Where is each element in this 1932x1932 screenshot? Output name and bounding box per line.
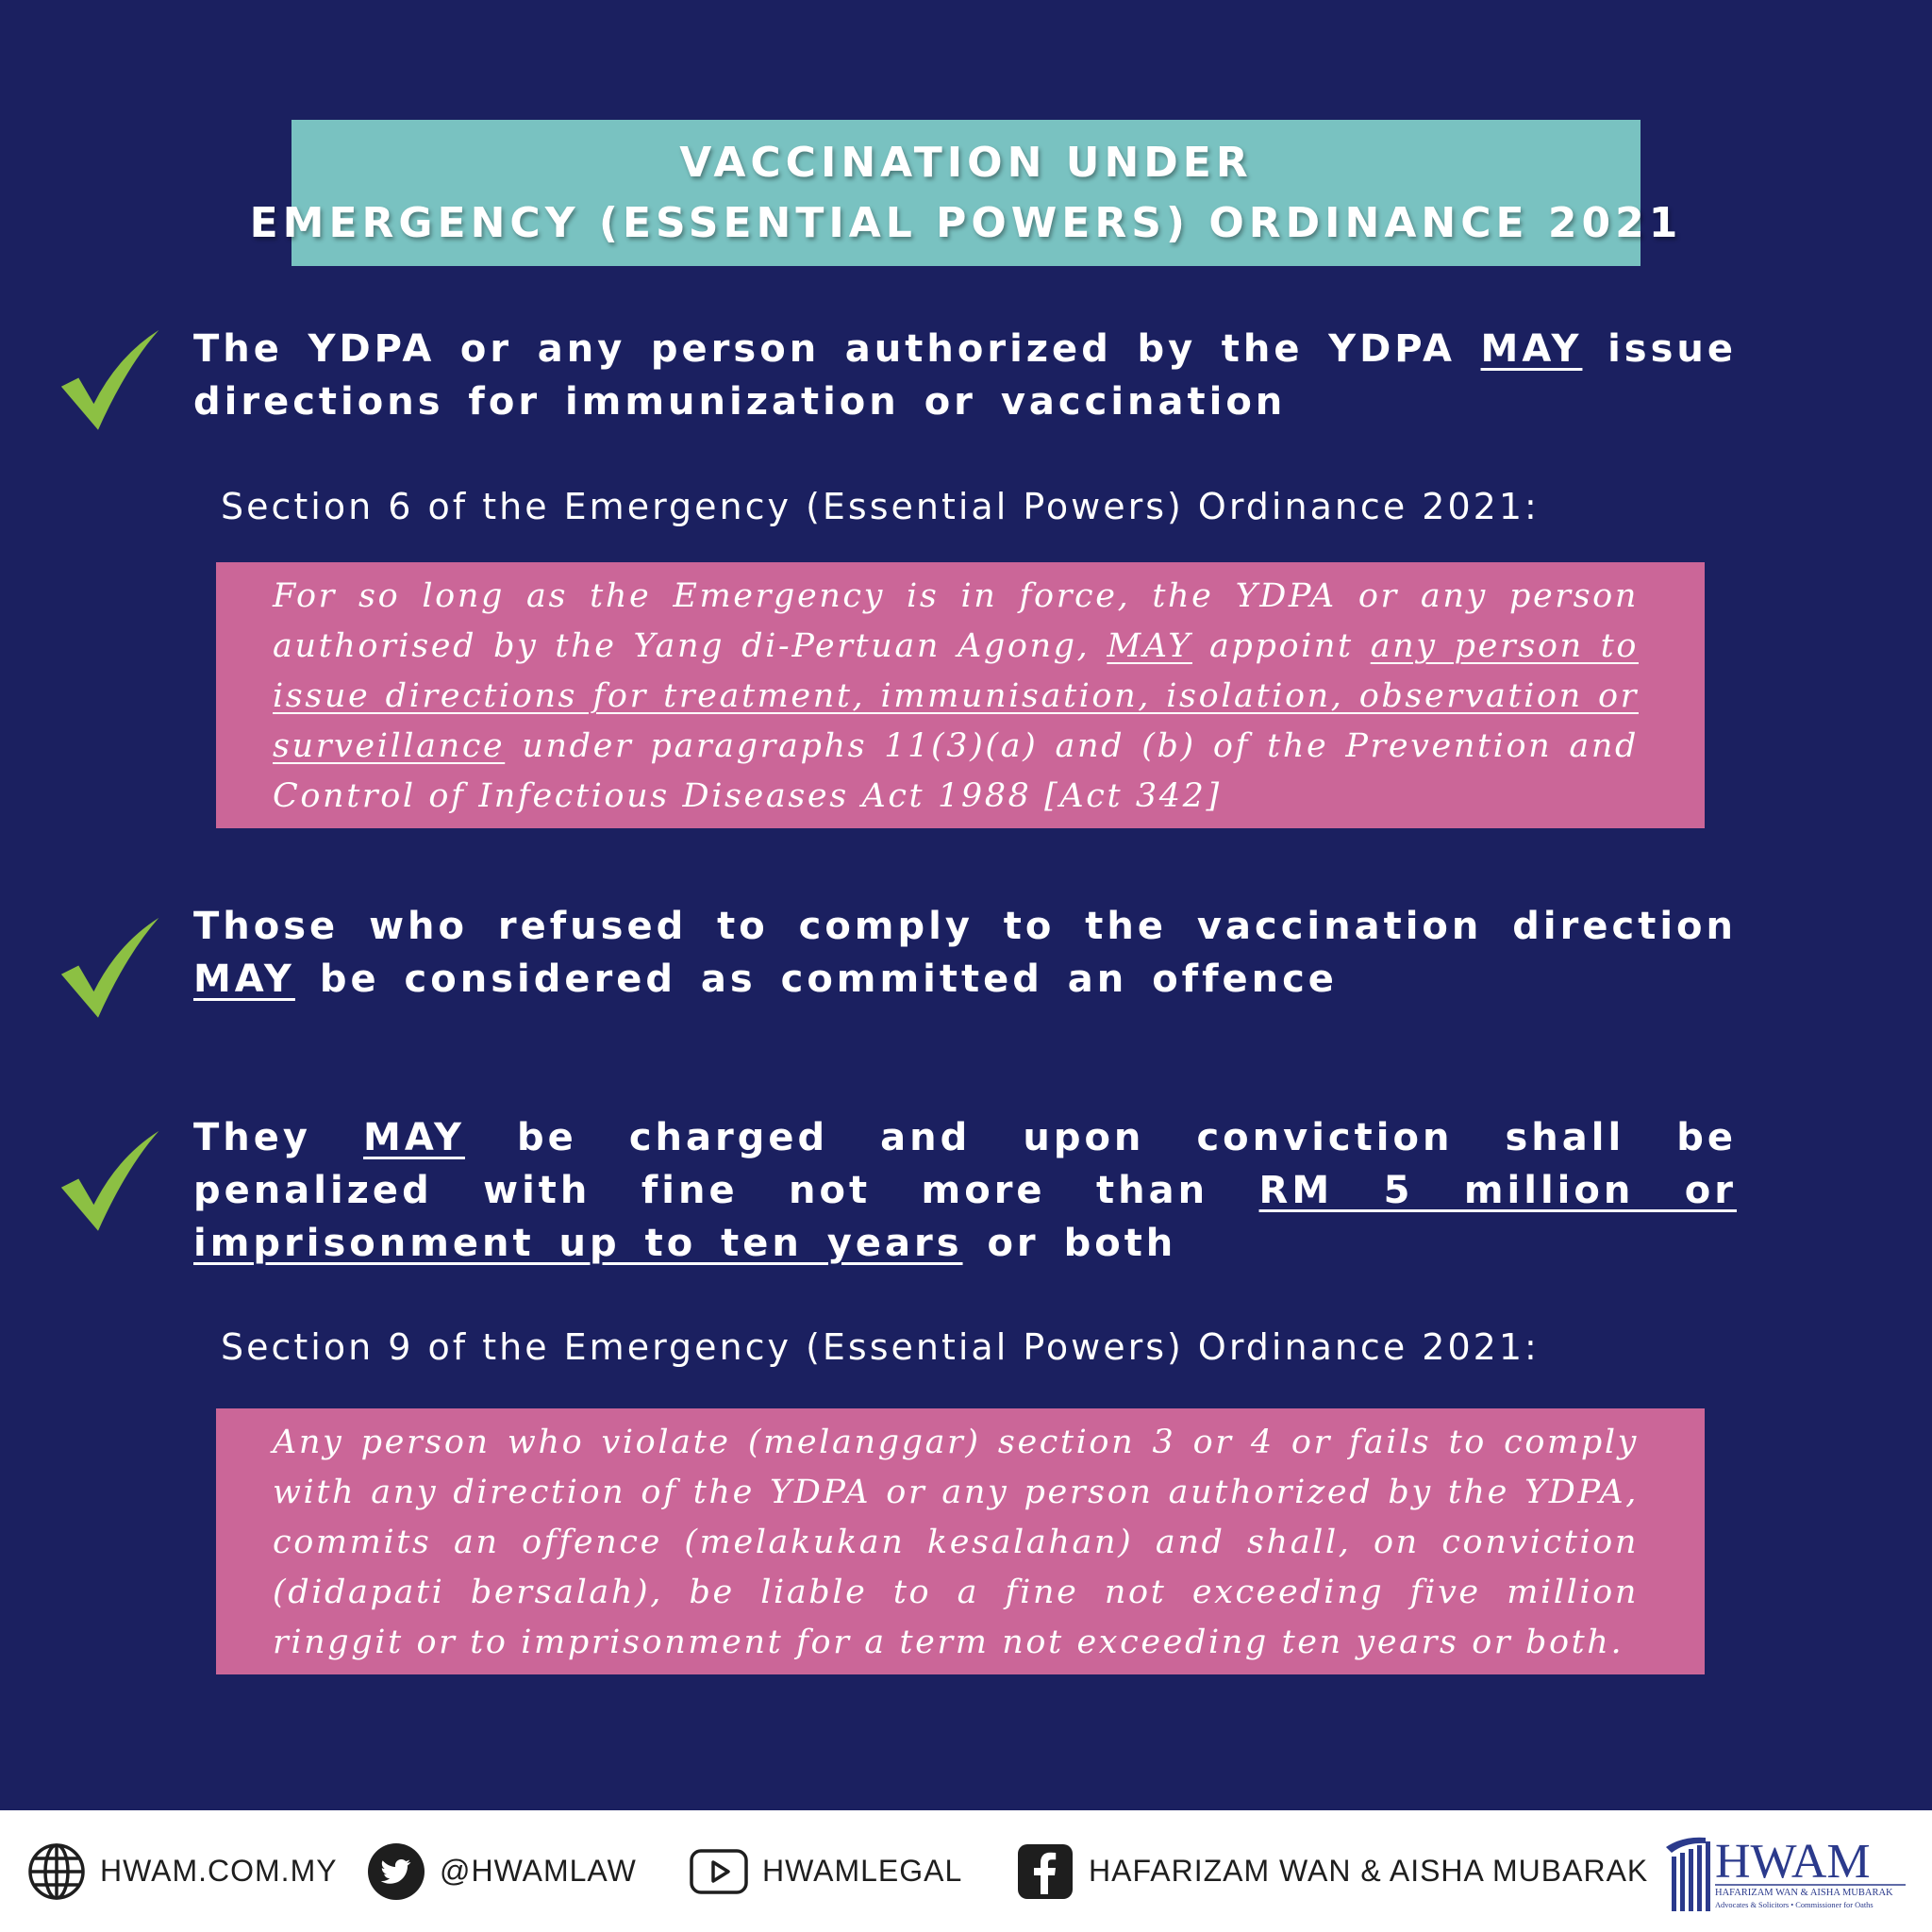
point-2 [193,900,1737,1006]
section-9-heading: Section 9 of the Emergency (Essential Powers) Ordinance 2021: [221,1326,1540,1368]
twitter-icon [366,1841,426,1902]
check-icon [55,1124,163,1233]
facebook-icon [1015,1841,1075,1902]
footer-twitter[interactable] [366,1810,637,1932]
facebook-label: HAFARIZAM WAN & AISHA MUBARAK [1089,1854,1649,1888]
section-6-directions: any person to issue directions for treatment, immunisation, isolation, observation or surveillance [273,627,1640,765]
point-1 [193,323,1737,428]
section-6-text-2: appoint [1191,627,1371,665]
section-6-quote-text [273,572,1639,822]
globe-icon [26,1841,87,1902]
point-3 [193,1111,1737,1270]
point-1-text-end: issue directions for immunization or vaccination [193,327,1737,424]
point-1-text: The YDPA or any person authorized by the YDPA [193,327,1481,371]
section-9-quote [216,1408,1705,1674]
footer-facebook[interactable] [1015,1810,1648,1932]
hwam-logo [1664,1832,1909,1915]
title-line-2: EMERGENCY (ESSENTIAL POWERS) ORDINANCE 2021 [249,198,1683,247]
youtube-label: HWAMLEGAL [762,1854,963,1888]
section-6-may: MAY [1107,627,1192,665]
footer-youtube[interactable] [689,1810,962,1932]
check-icon [55,911,163,1020]
point-2-may: MAY [193,958,295,1001]
logo-text: HWAM [1715,1835,1871,1889]
section-6-heading: Section 6 of the Emergency (Essential Powers) Ordinance 2021: [221,486,1540,527]
point-3-text-mid: be charged and upon conviction shall be penalized with fine not more than [193,1116,1738,1212]
title-line-1: VACCINATION UNDER [679,138,1253,187]
section-6-text-1: For so long as the Emergency is in force, the YDPA or any person authorised by the Yang di-Pertuan Agong, [273,577,1639,665]
section-6-text-3: under paragraphs 11(3)(a) and (b) of the Prevention and Control of Infectious Diseases Act 1988 [Act 342] [273,727,1639,815]
logo-tagline: Advocates & Solicitors • Commissioner for Oaths [1715,1901,1874,1909]
point-3-may: MAY [363,1116,465,1159]
check-icon [55,324,163,432]
point-1-may: MAY [1480,327,1583,371]
youtube-icon [689,1841,749,1902]
point-3-penalty: RM 5 million or imprisonment up to ten years [193,1169,1738,1265]
twitter-label: @HWAMLAW [440,1854,637,1888]
logo-subtitle: HAFARIZAM WAN & AISHA MUBARAK [1715,1888,1893,1898]
point-2-text: Those who refused to comply to the vaccination direction [193,905,1737,948]
title-banner [249,120,1683,266]
point-3-text-end: or both [962,1222,1177,1265]
section-9-quote-text: Any person who violate (melanggar) section 3 or 4 or fails to comply with any direction of the YDPA or any person authorized by the YDPA, commits an offence (melakukan kesalahan) and shall, on conviction (didapati bersalah), be liable to a fine not exceeding five million ringgit or to imprisonment for a term not exceeding ten years or both. [273,1424,1639,1661]
website-label: HWAM.COM.MY [100,1854,338,1888]
footer-website[interactable] [26,1810,338,1932]
point-3-text: They [193,1116,364,1159]
point-2-text-end: be considered as committed an offence [294,958,1338,1001]
section-6-quote [216,562,1705,828]
